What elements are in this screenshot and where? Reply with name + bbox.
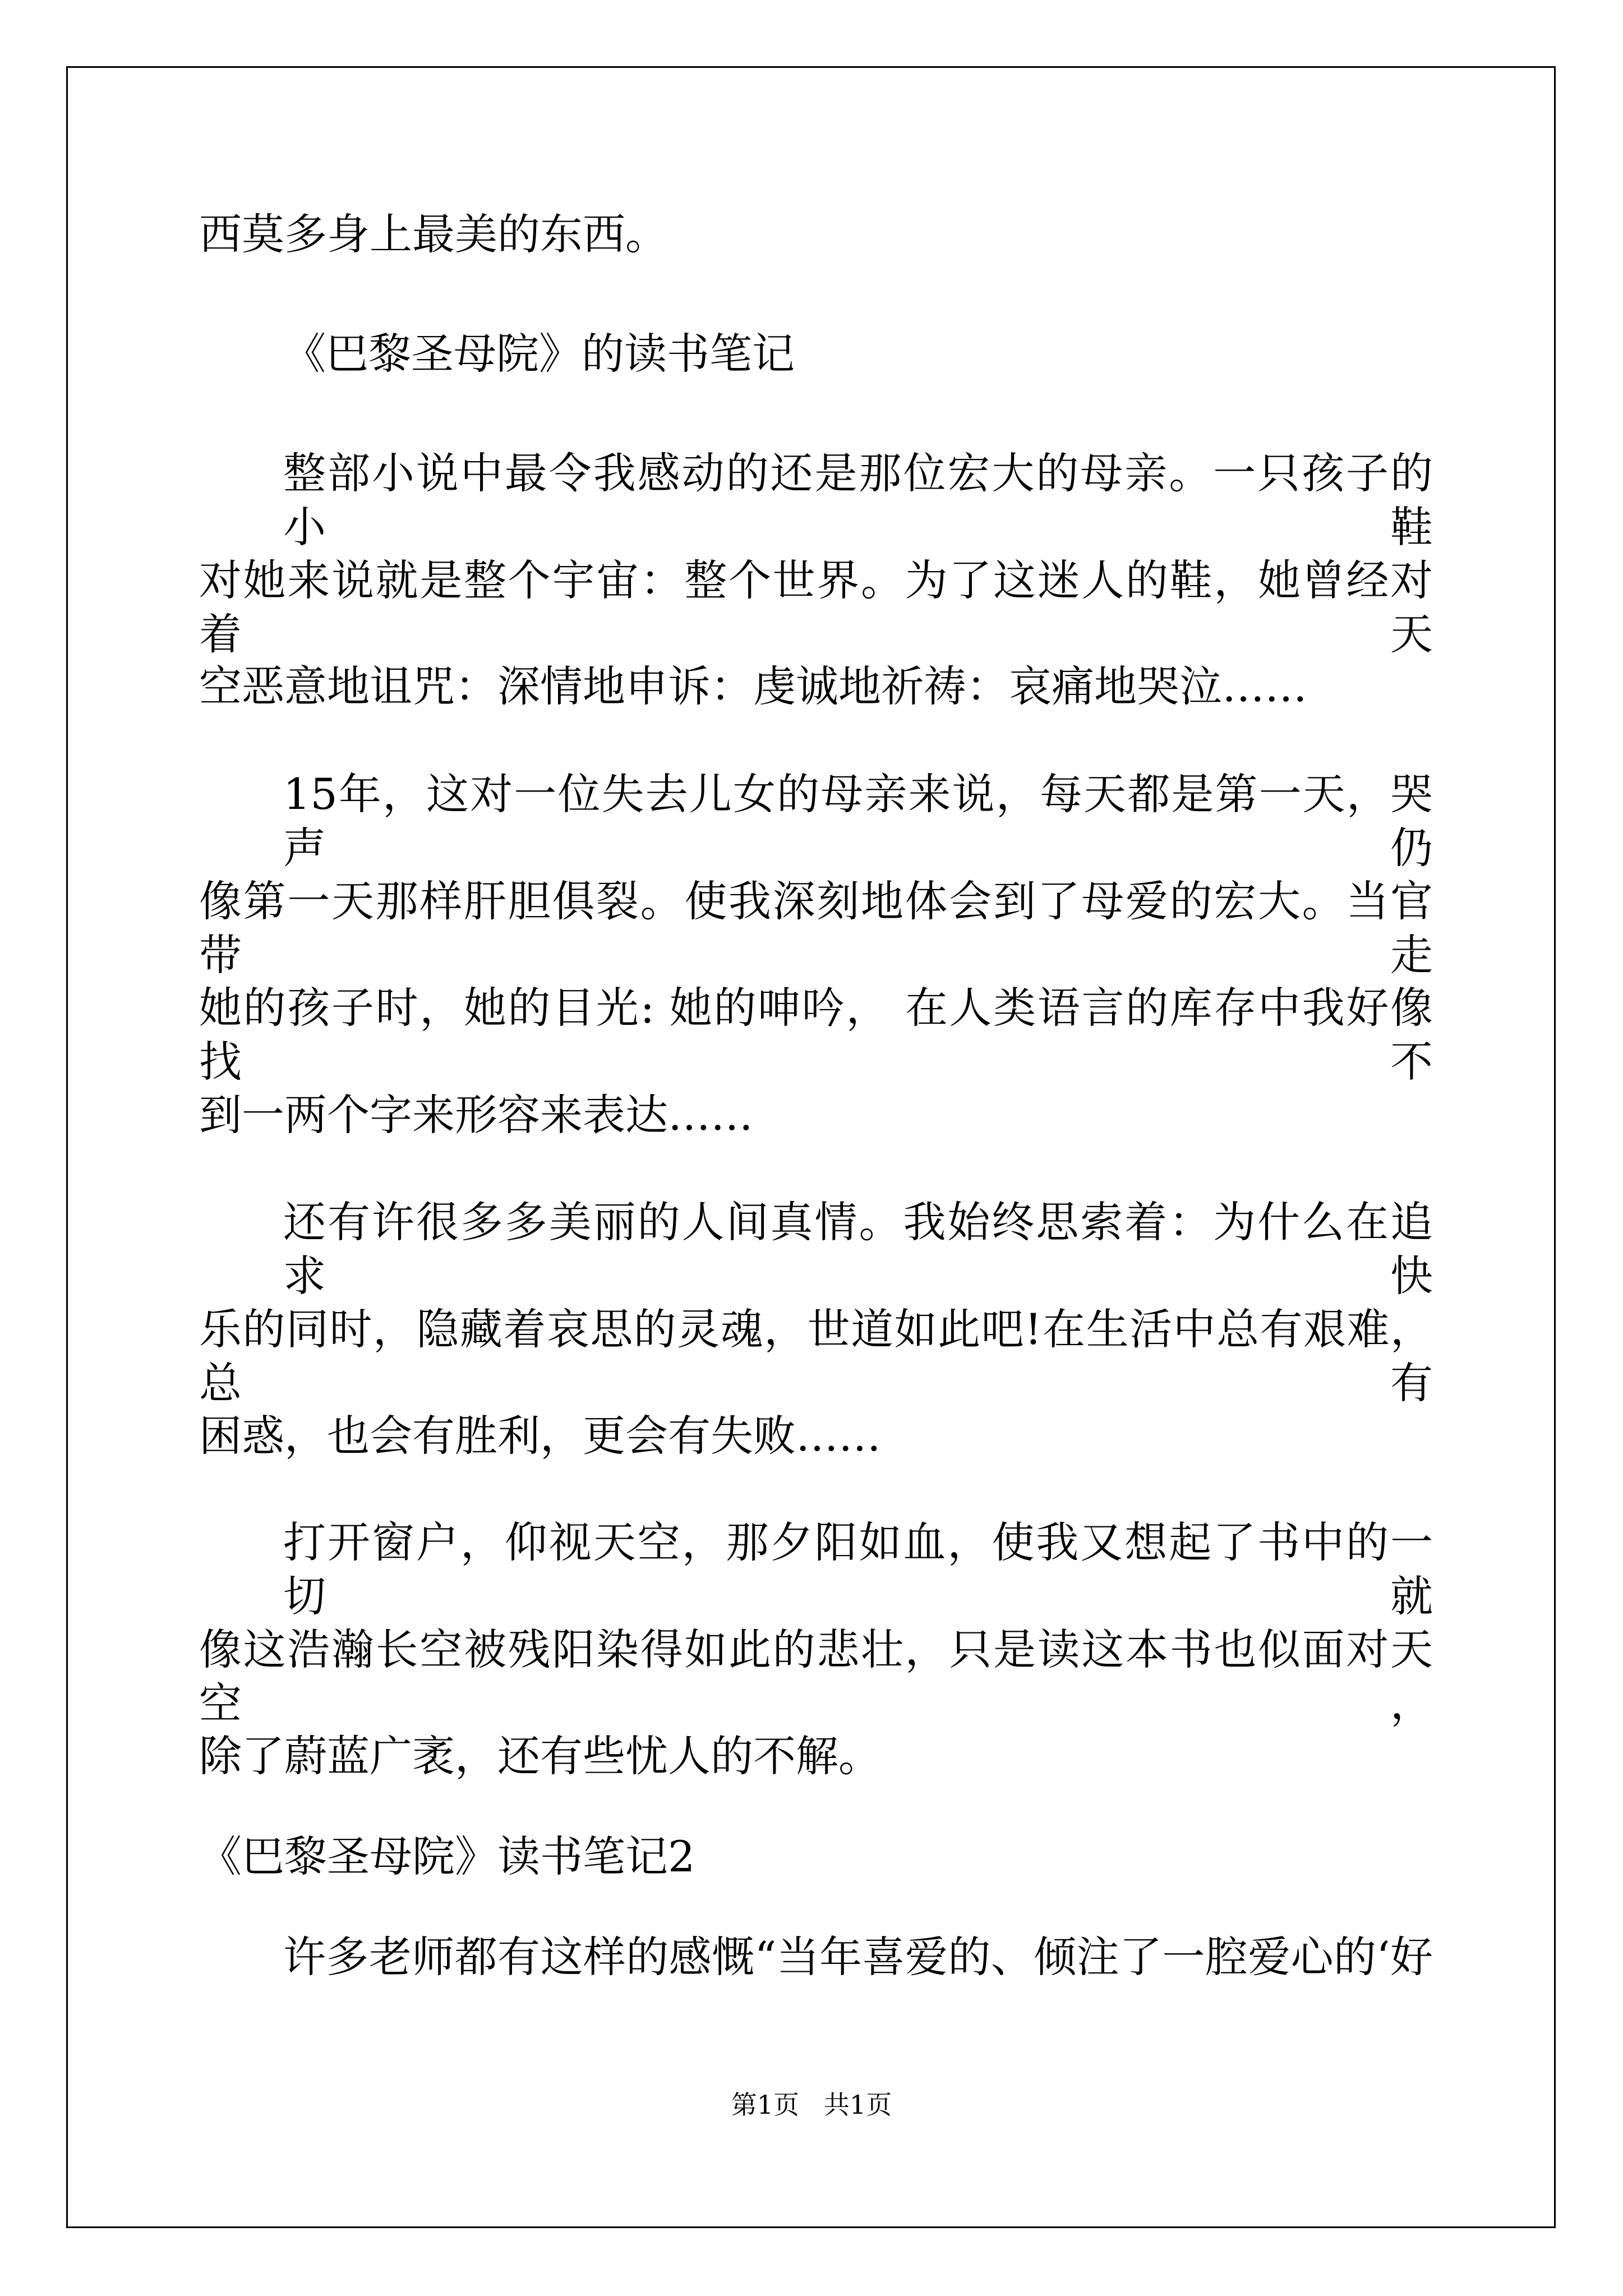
paragraph-line: 打开窗户，仰视天空，那夕阳如血，使我又想起了书中的一切就 bbox=[283, 1517, 1433, 1621]
paragraph-line: 许多老师都有这样的感慨“当年喜爱的、倾注了一腔爱心的‘好 bbox=[283, 1932, 1433, 1982]
page-border bbox=[66, 66, 1556, 2228]
section-heading: 《巴黎圣母院》读书笔记2 bbox=[199, 1832, 695, 1881]
paragraph-line: 乐的同时，隐藏着哀思的灵魂，世道如此吧!在生活中总有艰难，总有 bbox=[199, 1304, 1433, 1408]
paragraph-line: 像这浩瀚长空被残阳染得如此的悲壮，只是读这本书也似面对天空， bbox=[199, 1625, 1433, 1728]
paragraph-line: 她的孩子时，她的目光: 她的呻吟， 在人类语言的库存中我好像找不 bbox=[199, 983, 1433, 1087]
paragraph-line: 还有许很多多美丽的人间真情。我始终思索着：为什么在追求快 bbox=[283, 1197, 1433, 1301]
paragraph-line: 困惑，也会有胜利，更会有失败…… bbox=[199, 1411, 881, 1461]
paragraph-line: 空恶意地诅咒：深情地申诉：虔诚地祈祷：哀痛地哭泣…… bbox=[199, 661, 1307, 711]
paragraph-line: 像第一天那样肝胆俱裂。使我深刻地体会到了母爱的宏大。当官带走 bbox=[199, 876, 1433, 980]
paragraph-line: 到一两个字来形容来表达…… bbox=[199, 1090, 753, 1140]
paragraph-line: 除了蔚蓝广袤，还有些忧人的不解。 bbox=[199, 1731, 881, 1781]
section-heading: 《巴黎圣母院》的读书笔记 bbox=[283, 329, 795, 379]
paragraph-line: 西莫多身上最美的东西。 bbox=[199, 209, 668, 259]
paragraph-line: 整部小说中最令我感动的还是那位宏大的母亲。一只孩子的小鞋 bbox=[283, 448, 1433, 552]
page-footer: 第1页 共1页 bbox=[731, 2090, 892, 2120]
paragraph-line: 15年，这对一位失去儿女的母亲来说，每天都是第一天，哭声仍 bbox=[283, 769, 1433, 873]
paragraph-line: 对她来说就是整个宇宙：整个世界。为了这迷人的鞋，她曾经对着天 bbox=[199, 555, 1433, 659]
